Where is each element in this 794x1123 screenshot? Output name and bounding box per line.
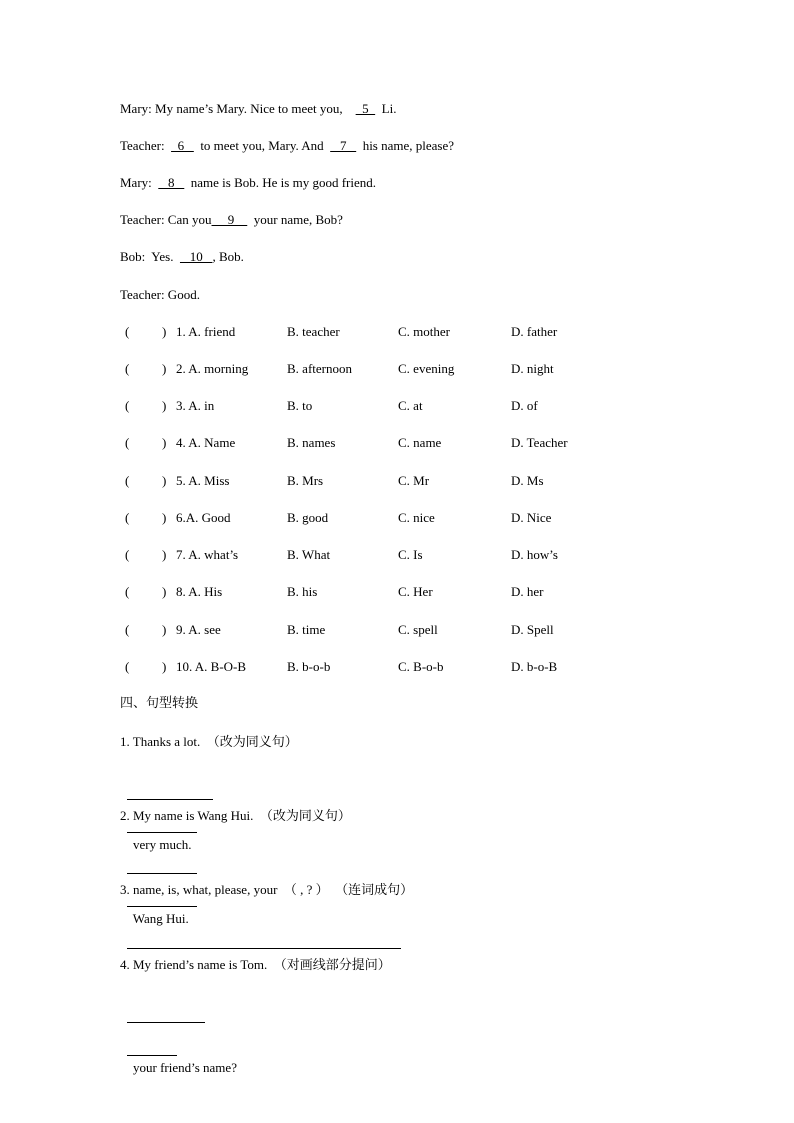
dialogue-text: Li. [375, 101, 397, 116]
question-3: 3. name, is, what, please, your （ , ? ） （连词成句） [120, 882, 414, 897]
answer-blank[interactable]: 9 [211, 212, 248, 227]
answer-blank[interactable]: 10 [179, 249, 213, 264]
option-d: D. Nice [511, 510, 552, 525]
dialogue-text: name is Bob. He is my good friend. [184, 175, 377, 190]
option-a: 2. A. morning [176, 361, 249, 376]
option-a: 3. A. in [176, 398, 215, 413]
answer-paren-left[interactable]: ( [125, 435, 130, 450]
dialogue-text: Mary: My name’s Mary. Nice to meet you, [120, 101, 356, 116]
answer-paren-right[interactable]: ) [162, 659, 167, 674]
option-c: C. mother [398, 324, 450, 339]
answer-tail: very much. [133, 837, 192, 852]
option-c: C. Mr [398, 473, 430, 488]
option-d: D. Spell [511, 622, 554, 637]
answer-paren-right[interactable]: ) [162, 398, 167, 413]
blank[interactable] [127, 936, 401, 949]
answer-paren-right[interactable]: ) [162, 547, 167, 562]
blank[interactable] [127, 787, 213, 800]
answer-paren-left[interactable]: ( [125, 324, 130, 339]
option-c: C. Is [398, 547, 423, 562]
answer-paren-left[interactable]: ( [125, 510, 130, 525]
option-c: C. at [398, 398, 423, 413]
answer-paren-right[interactable]: ) [162, 435, 167, 450]
dialogue-line [120, 175, 376, 191]
option-c: C. name [398, 435, 442, 450]
option-b: B. to [287, 398, 313, 413]
option-d: D. her [511, 584, 544, 599]
question-4: 4. My friend’s name is Tom. （对画线部分提问） [120, 957, 391, 972]
option-a: 8. A. His [176, 584, 223, 599]
answer-paren-left[interactable]: ( [125, 473, 130, 488]
answer-paren-left[interactable]: ( [125, 361, 130, 376]
dialogue-line [120, 101, 396, 117]
dialogue-line [120, 287, 200, 303]
dialogue-text: Bob: Yes. [120, 249, 180, 264]
answer-tail: Wang Hui. [132, 911, 189, 926]
section-title: 四、句型转换 [120, 696, 199, 711]
answer-paren-left[interactable]: ( [125, 622, 130, 637]
option-a: 6.A. Good [176, 510, 231, 525]
option-b: B. afternoon [287, 361, 352, 376]
option-a: 7. A. what’s [176, 547, 239, 562]
question-2: 2. My name is Wang Hui. （改为同义句） [120, 808, 351, 823]
option-a: 9. A. see [176, 622, 221, 637]
dialogue-text: , Bob. [212, 249, 244, 264]
dialogue-line [120, 249, 244, 265]
blank[interactable] [127, 1043, 177, 1056]
option-a: 4. A. Name [176, 435, 236, 450]
option-d: D. how’s [511, 547, 558, 562]
answer-paren-right[interactable]: ) [162, 361, 167, 376]
option-a: 1. A. friend [176, 324, 236, 339]
option-a: 5. A. Miss [176, 473, 230, 488]
dialogue-text: your name, Bob? [247, 212, 343, 227]
option-c: C. Her [398, 584, 433, 599]
dialogue-line [120, 138, 454, 154]
answer-paren-left[interactable]: ( [125, 547, 130, 562]
option-a: 10. A. B-O-B [176, 659, 247, 674]
option-c: C. evening [398, 361, 455, 376]
option-b: B. What [287, 547, 331, 562]
dialogue-text: to meet you, Mary. And [193, 138, 331, 153]
dialogue-text: Mary: [120, 175, 159, 190]
answer-tail: your friend’s name? [133, 1060, 237, 1075]
blank[interactable] [127, 1010, 205, 1023]
dialogue-text: Teacher: Good. [120, 287, 200, 302]
option-d: D. Teacher [511, 435, 568, 450]
answer-line-3[interactable] [120, 920, 401, 953]
option-c: C. B-o-b [398, 659, 444, 674]
answer-paren-right[interactable]: ) [162, 584, 167, 599]
answer-paren-right[interactable]: ) [162, 510, 167, 525]
answer-blank[interactable]: 8 [158, 175, 185, 190]
answer-paren-right[interactable]: ) [162, 324, 167, 339]
answer-line-4[interactable] [120, 994, 237, 1076]
dialogue-text: Teacher: [120, 138, 172, 153]
question-1: 1. Thanks a lot. （改为同义句） [120, 734, 298, 749]
option-d: D. of [511, 398, 538, 413]
option-b: B. good [287, 510, 329, 525]
answer-paren-left[interactable]: ( [125, 584, 130, 599]
dialogue-text: his name, please? [356, 138, 455, 153]
option-b: B. time [287, 622, 326, 637]
answer-blank[interactable]: 5 [355, 101, 376, 116]
option-c: C. spell [398, 622, 438, 637]
answer-paren-left[interactable]: ( [125, 398, 130, 413]
option-d: D. night [511, 361, 554, 376]
answer-blank[interactable]: 7 [330, 138, 357, 153]
option-c: C. nice [398, 510, 435, 525]
option-d: D. father [511, 324, 558, 339]
option-b: B. Mrs [287, 473, 324, 488]
answer-blank[interactable]: 6 [171, 138, 194, 153]
option-d: D. Ms [511, 473, 544, 488]
option-b: B. names [287, 435, 336, 450]
answer-paren-right[interactable]: ) [162, 473, 167, 488]
answer-paren-left[interactable]: ( [125, 659, 130, 674]
option-b: B. b-o-b [287, 659, 331, 674]
blank[interactable] [127, 861, 197, 874]
option-b: B. his [287, 584, 318, 599]
dialogue-line [120, 212, 343, 228]
answer-paren-right[interactable]: ) [162, 622, 167, 637]
option-b: B. teacher [287, 324, 340, 339]
option-d: D. b-o-B [511, 659, 558, 674]
dialogue-text: Teacher: Can you [120, 212, 212, 227]
